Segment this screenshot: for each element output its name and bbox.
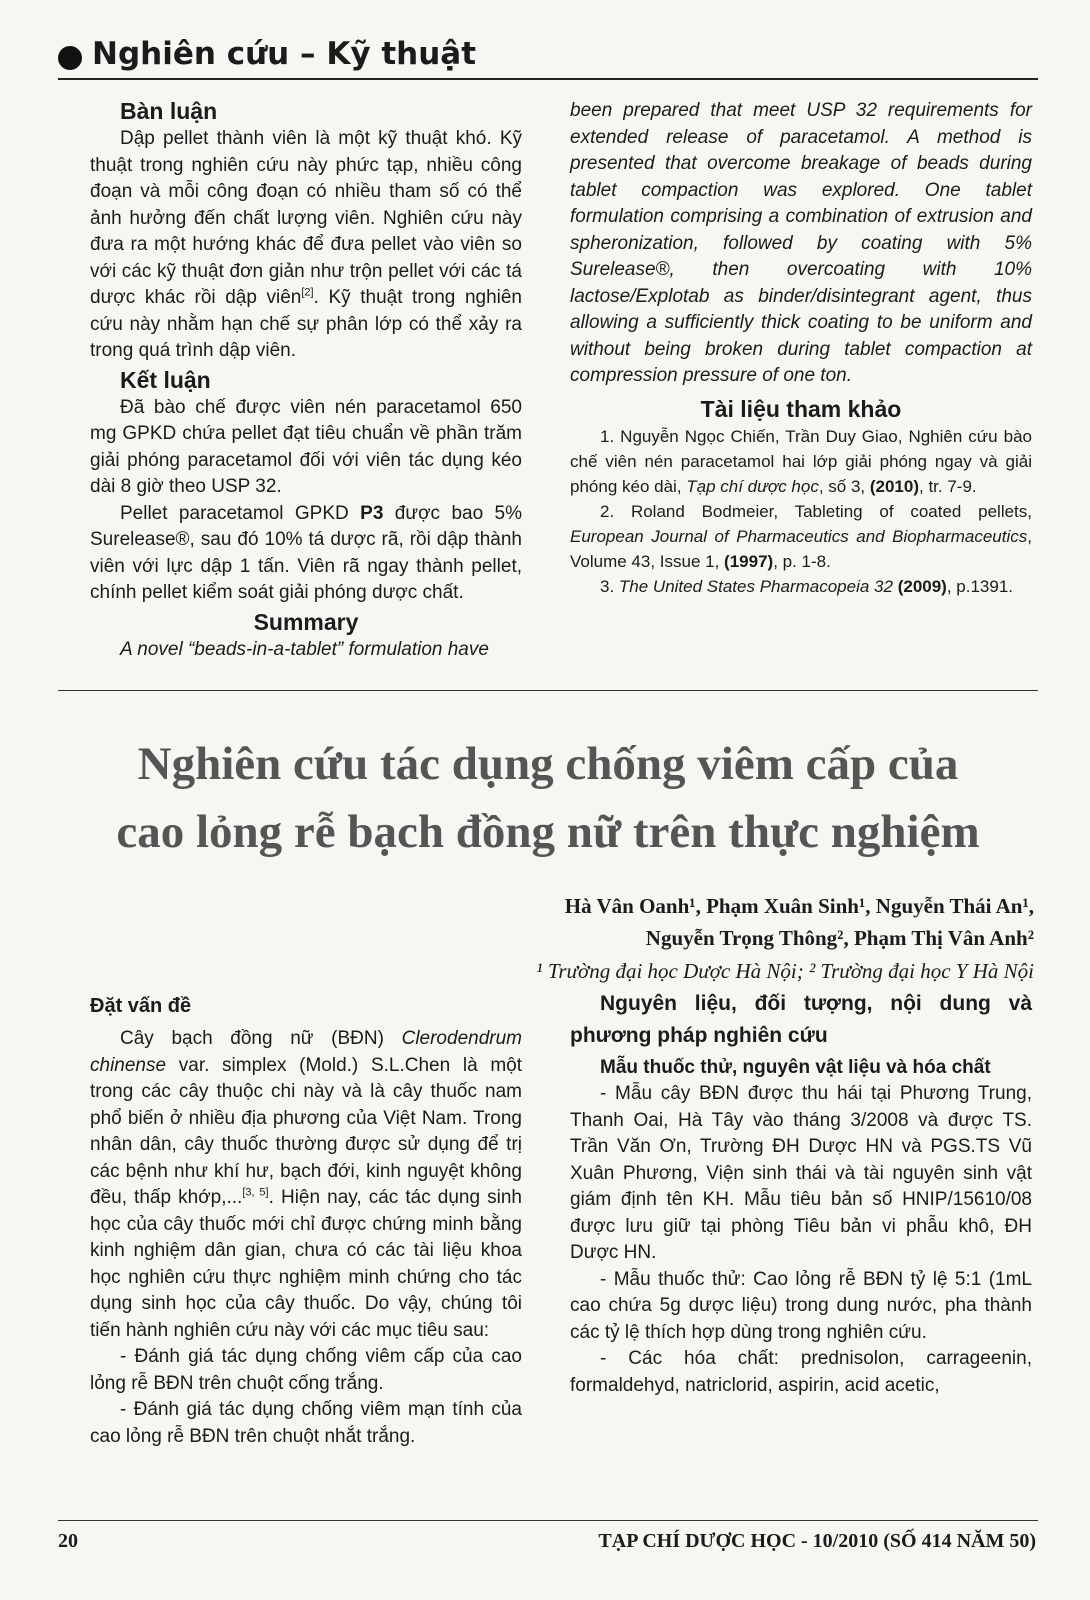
page-number: 20 bbox=[58, 1530, 78, 1552]
methods-heading: Nguyên liệu, đối tượng, nội dung và phương pháp nghiên cứu bbox=[570, 992, 1032, 1047]
bullet-icon bbox=[58, 46, 82, 70]
summary-start: A novel “beads-in-a-tablet” formulation have bbox=[120, 638, 489, 660]
section-title: Nghiên cứu – Kỹ thuật bbox=[92, 36, 477, 72]
article-divider bbox=[58, 690, 1038, 691]
upper-left-column bbox=[90, 96, 522, 663]
reference-item: 3. The United States Pharmacopeia 32 (2009), p.1391. bbox=[600, 576, 1014, 596]
materials-paragraph-2: - Mẫu thuốc thử: Cao lỏng rễ BĐN tỷ lệ 5:1 (1mL cao chứa 5g dược liệu) trong dung nước, pha thành các tỷ lệ thích hợp dùng trong nghiên cứu. bbox=[570, 1268, 1032, 1343]
summary-continued: been prepared that meet USP 32 requirements for extended release of paracetamol. A method is presented that overcome breakage of beads during tablet compaction was explored. One tablet formulation comprising a combination of extrusion and spheronization, followed by coating with 5% Surelease®, then overcoating with 10% lactose/Explotab as binder/disintegrant agent, thus allowing a sufficiently thick coating to be uniform and without being broken during tablet compaction at compression pressure of one ton. bbox=[570, 100, 1032, 386]
article-title: Nghiên cứu tác dụng chống viêm cấp của cao lỏng rễ bạch đồng nữ trên thực nghiệm bbox=[116, 738, 980, 858]
article-authors: Hà Vân Oanh¹, Phạm Xuân Sinh¹, Nguyễn Thái An¹, Nguyễn Trọng Thông², Phạm Thị Vân Anh² bbox=[564, 894, 1034, 950]
materials-paragraph-1: - Mẫu cây BĐN được thu hái tại Phương Trung, Thanh Oai, Hà Tây vào tháng 3/2008 và được TS. Trần Văn Ơn, Trường ĐH Dược HN và PGS.TS Vũ Xuân Phương, Viện sinh thái và tài nguyên sinh vật giám định tên KH. Mẫu tiêu bản số HNIP/15610/08 được lưu giữ tại phòng Tiêu bản vi phẫu khô, ĐH Dược HN. bbox=[570, 1083, 1032, 1263]
footer-rule bbox=[58, 1520, 1038, 1521]
lower-left-column bbox=[90, 992, 522, 1450]
journal-name: TẠP CHÍ DƯỢC HỌC - 10/2010 (SỐ 414 NĂM 50) bbox=[598, 1530, 1036, 1552]
upper-right-column bbox=[570, 98, 1032, 599]
reference-item: 1. Nguyễn Ngọc Chiến, Trần Duy Giao, Nghiên cứu bào chế viên nén paracetamol hai lớp giải phóng ngay và giải phóng kéo dài, Tạp chí dược học, số 3, (2010), tr. 7-9. bbox=[570, 426, 1032, 496]
section-header bbox=[58, 34, 1038, 80]
ket-luan-heading: Kết luận bbox=[120, 366, 211, 393]
summary-heading: Summary bbox=[253, 608, 359, 635]
reference-item: 2. Roland Bodmeier, Tableting of coated pellets, European Journal of Pharmaceutics and Biopharmaceutics, Volume 43, Issue 1, (1997), p. 1-8. bbox=[570, 501, 1032, 571]
references-list bbox=[570, 424, 1032, 599]
references-heading: Tài liệu tham khảo bbox=[700, 395, 902, 422]
materials-paragraph-3: - Các hóa chất: prednisolon, carrageenin, formaldehyd, natriclorid, aspirin, acid acetic, bbox=[570, 1348, 1032, 1396]
materials-subheading: Mẫu thuốc thử, nguyên vật liệu và hóa chất bbox=[600, 1057, 991, 1078]
article-affiliation: ¹ Trường đại học Dược Hà Nội; ² Trường đại học Y Hà Nội bbox=[536, 959, 1034, 983]
objective-2: - Đánh giá tác dụng chống viêm mạn tính của cao lỏng rễ BĐN trên chuột nhắt trắng. bbox=[90, 1399, 522, 1447]
intro-paragraph: Cây bạch đồng nữ (BĐN) Clerodendrum chinense var. simplex (Mold.) S.L.Chen là một trong các cây thuộc chi này và là cây thuốc nam phổ biến ở nhiều địa phương của Việt Nam. Trong nhân dân, cây thuốc thường được sử dụng để trị các bệnh như khí hư, bạch đới, kinh nguyệt không đều, thấp khớp,...[3, 5]. Hiện nay, các tác dụng sinh học của cây thuốc mới chỉ được chứng minh bằng kinh nghiệm dân gian, chưa có các tài liệu khoa học nghiên cứu thực nghiệm minh chứng cho tác dụng sinh học của cây thuốc. Do vậy, chúng tôi tiến hành nghiên cứu này với các mục tiêu sau: bbox=[90, 1028, 522, 1341]
ban-luan-paragraph: Dập pellet thành viên là một kỹ thuật khó. Kỹ thuật trong nghiên cứu này phức tạp, nhiều công đoạn và mỗi công đoạn có nhiều tham số có thể ảnh hưởng đến chất lượng viên. Nghiên cứu này đưa ra một hướng khác để đưa pellet vào viên so với các kỹ thuật đơn giản như trộn pellet với các tá dược khác rồi dập viên[2]. Kỹ thuật trong nghiên cứu này nhằm hạn chế sự phân lớp có thể xảy ra trong quá trình dập viên. bbox=[90, 128, 522, 361]
objective-1: - Đánh giá tác dụng chống viêm cấp của cao lỏng rễ BĐN trên chuột cống trắng. bbox=[90, 1346, 522, 1394]
ket-luan-paragraph-2: Pellet paracetamol GPKD P3 được bao 5% Surelease®, sau đó 10% tá dược rã, rồi dập thành viên với lực dập 1 tấn. Viên rã ngay thành pellet, chính pellet kiểm soát giải phóng dược chất. bbox=[90, 502, 523, 603]
ban-luan-heading: Bàn luận bbox=[120, 98, 218, 124]
lower-right-column bbox=[570, 988, 1032, 1399]
ket-luan-paragraph-1: Đã bào chế được viên nén paracetamol 650 mg GPKD chứa pellet đạt tiêu chuẩn về phần trăm giải phóng paracetamol đối với viên tác dụng kéo dài 8 giờ theo USP 32. bbox=[90, 396, 522, 497]
dat-van-de-heading: Đặt vấn đề bbox=[90, 995, 192, 1017]
